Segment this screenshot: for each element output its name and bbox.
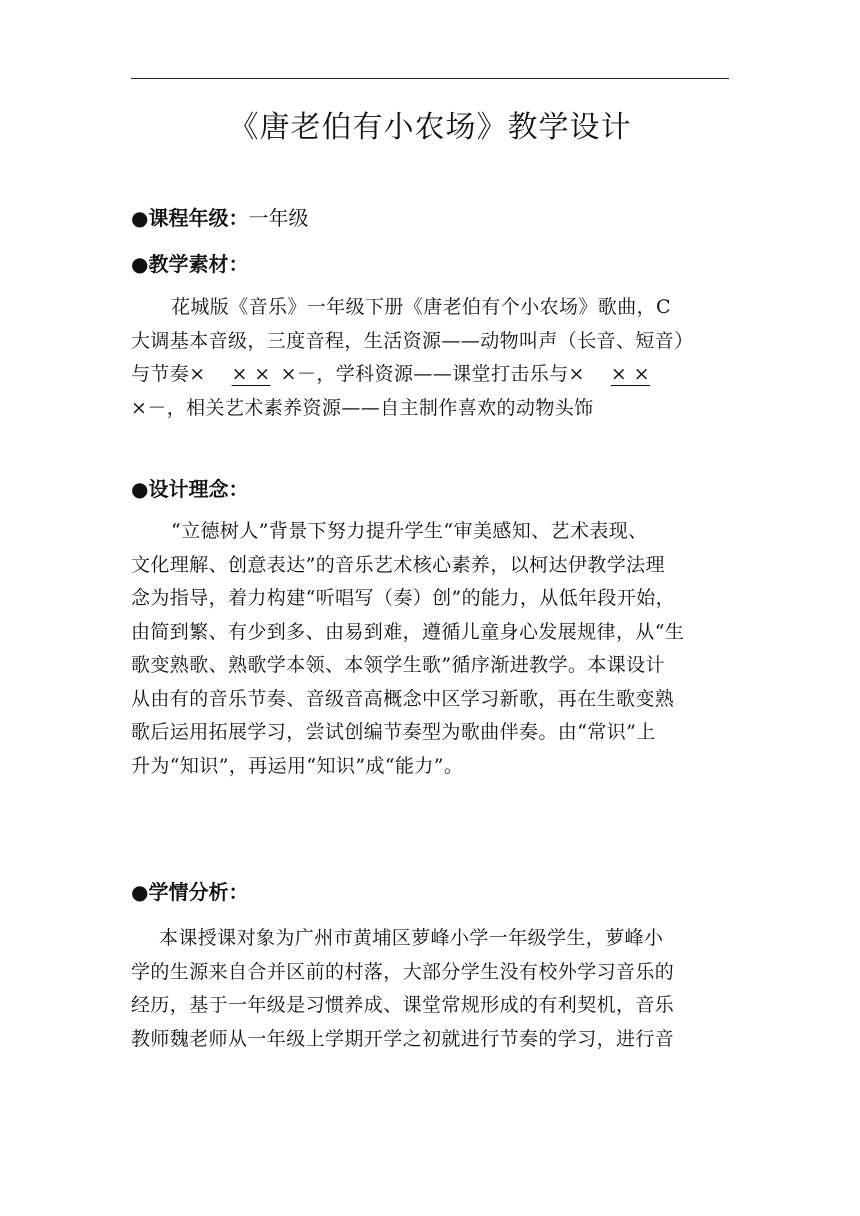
concept-paragraph — [131, 515, 729, 783]
grade-value: 一年级 — [248, 206, 309, 230]
paragraph-line: 从由有的音乐节奏、音级音高概念中区学习新歌，再在生歌变熟 — [131, 687, 675, 710]
materials-paragraph — [131, 291, 729, 425]
paragraph-line: 升为“知识”，再运用“知识”成“能力”。 — [131, 754, 464, 777]
analysis-paragraph — [131, 922, 729, 1056]
paragraph-line: 歌变熟歌、熟歌学本领、本领学生歌”循序渐进教学。本课设计 — [131, 654, 665, 676]
paragraph-line: 花城版《音乐》一年级下册《唐老伯有个小农场》歌曲，C — [171, 296, 671, 318]
paragraph-line: 经历，基于一年级是习惯养成、课堂常规形成的有利契机，音乐 — [131, 994, 675, 1016]
section-grade — [131, 203, 308, 233]
paragraph-line — [131, 358, 729, 392]
rhythm-text: 与节奏× — [131, 363, 206, 385]
paragraph-line: 文化理解、创意表达”的音乐艺术核心素养，以柯达伊教学法理 — [131, 553, 665, 576]
header-rule — [131, 78, 729, 79]
paragraph-line: 歌后运用拓展学习，尝试创编节奏型为歌曲伴奏。由“常识”上 — [131, 721, 656, 743]
paragraph-line: 念为指导，着力构建“听唱写（奏）创”的能力，从低年段开始， — [131, 587, 676, 609]
paragraph-line: 大调基本音级，三度音程，生活资源——动物叫声（长音、短音） — [131, 329, 694, 352]
grade-label: ●课程年级： — [131, 206, 249, 230]
paragraph-line: 学的生源来自合并区前的村落，大部分学生没有校外学习音乐的 — [131, 960, 675, 983]
materials-label: ●教学素材： — [131, 252, 249, 276]
concept-label: ●设计理念： — [131, 477, 249, 501]
paragraph-line: 教师魏老师从一年级上学期开学之初就进行节奏的学习，进行音 — [131, 1027, 675, 1050]
paragraph-line: 由简到繁、有少到多、由易到难，遵循儿童身心发展规律，从“生 — [131, 620, 685, 643]
rhythm-underlined-notes: × × — [231, 363, 271, 385]
paragraph-line: 本课授课对象为广州市黄埔区萝峰小学一年级学生，萝峰小 — [159, 927, 664, 949]
paragraph-line: ×－，相关艺术素养资源——自主制作喜欢的动物头饰 — [131, 396, 594, 419]
document-title: 《唐老伯有小农场》教学设计 — [228, 110, 632, 145]
rhythm-underlined-notes: × × — [610, 363, 650, 385]
paragraph-line: “立德树人”背景下努力提升学生“审美感知、艺术表现、 — [171, 520, 648, 542]
section-concept-heading — [131, 474, 248, 504]
analysis-label: ●学情分析： — [131, 880, 249, 904]
rhythm-text: ×－，学科资源——课堂打击乐与× — [280, 363, 585, 385]
section-analysis-heading — [131, 877, 248, 907]
section-materials-heading — [131, 249, 248, 279]
